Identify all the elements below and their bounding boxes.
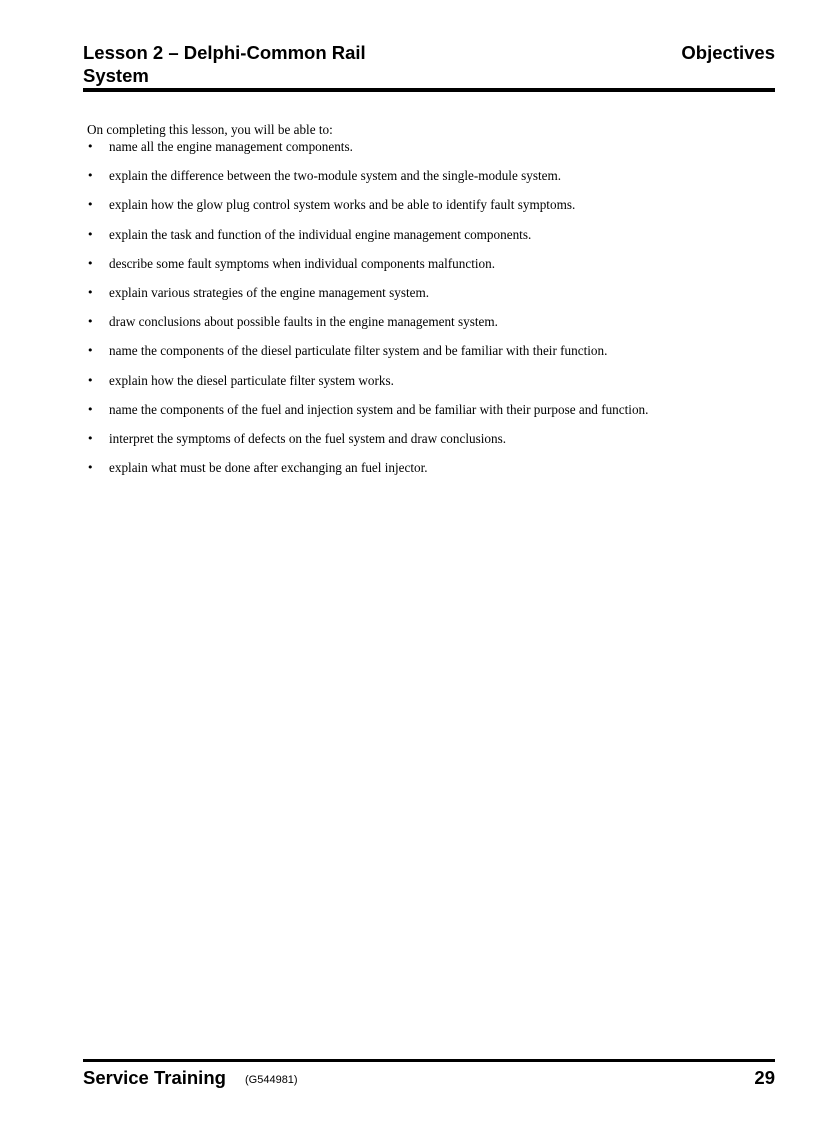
bullet-icon: • (87, 431, 94, 445)
objective-text: explain various strategies of the engine management system. (109, 284, 430, 300)
list-item (87, 196, 777, 225)
bullet-icon: • (87, 344, 94, 358)
header-rule (83, 88, 775, 92)
objective-text: explain what must be done after exchanging an fuel injector. (109, 460, 428, 476)
objective-text: explain the difference between the two-module system and the single-module system. (109, 168, 562, 184)
list-item (87, 313, 777, 342)
intro-text: On completing this lesson, you will be able to: (87, 122, 333, 137)
list-item (87, 167, 777, 196)
list-item (87, 372, 777, 401)
list-item (87, 226, 777, 255)
bullet-icon: • (87, 256, 94, 270)
list-item (87, 342, 777, 371)
bullet-icon: • (87, 140, 94, 153)
objective-text: name the components of the diesel particulate filter system and be familiar with their function. (109, 343, 608, 359)
page-header (83, 41, 775, 87)
objective-text: name all the engine management components. (109, 139, 353, 154)
lesson-title: Lesson 2 – Delphi-Common Rail System (83, 42, 366, 86)
objective-text: explain how the glow plug control system works and be able to identify fault symptoms. (109, 197, 576, 213)
list-item (87, 138, 777, 167)
objective-text: explain the task and function of the individual engine management components. (109, 226, 532, 242)
section-label: Objectives (681, 42, 775, 63)
objective-text: draw conclusions about possible faults in the engine management system. (109, 314, 498, 330)
list-item (87, 284, 777, 313)
bullet-icon: • (87, 285, 94, 299)
objective-text: name the components of the fuel and injection system and be familiar with their purpose and function. (109, 401, 649, 417)
page-number: 29 (754, 1067, 775, 1088)
bullet-icon: • (87, 402, 94, 416)
bullet-icon: • (87, 461, 94, 475)
bullet-icon: • (87, 198, 94, 212)
list-item (87, 255, 777, 284)
bullet-icon: • (87, 227, 94, 241)
list-item (87, 430, 777, 459)
footer-brand: Service Training (83, 1067, 226, 1088)
list-item (87, 401, 777, 430)
bullet-icon: • (87, 315, 94, 329)
bullet-icon: • (87, 169, 94, 183)
objective-text: interpret the symptoms of defects on the fuel system and draw conclusions. (109, 430, 506, 446)
document-code: (G544981) (245, 1074, 298, 1086)
page-content (87, 121, 777, 488)
objective-text: describe some fault symptoms when individual components malfunction. (109, 255, 496, 271)
bullet-icon: • (87, 373, 94, 387)
objectives-list (87, 138, 777, 488)
list-item (87, 459, 777, 488)
objective-text: explain how the diesel particulate filter system works. (109, 372, 394, 388)
footer-rule (83, 1059, 775, 1062)
page-footer (83, 1066, 775, 1092)
